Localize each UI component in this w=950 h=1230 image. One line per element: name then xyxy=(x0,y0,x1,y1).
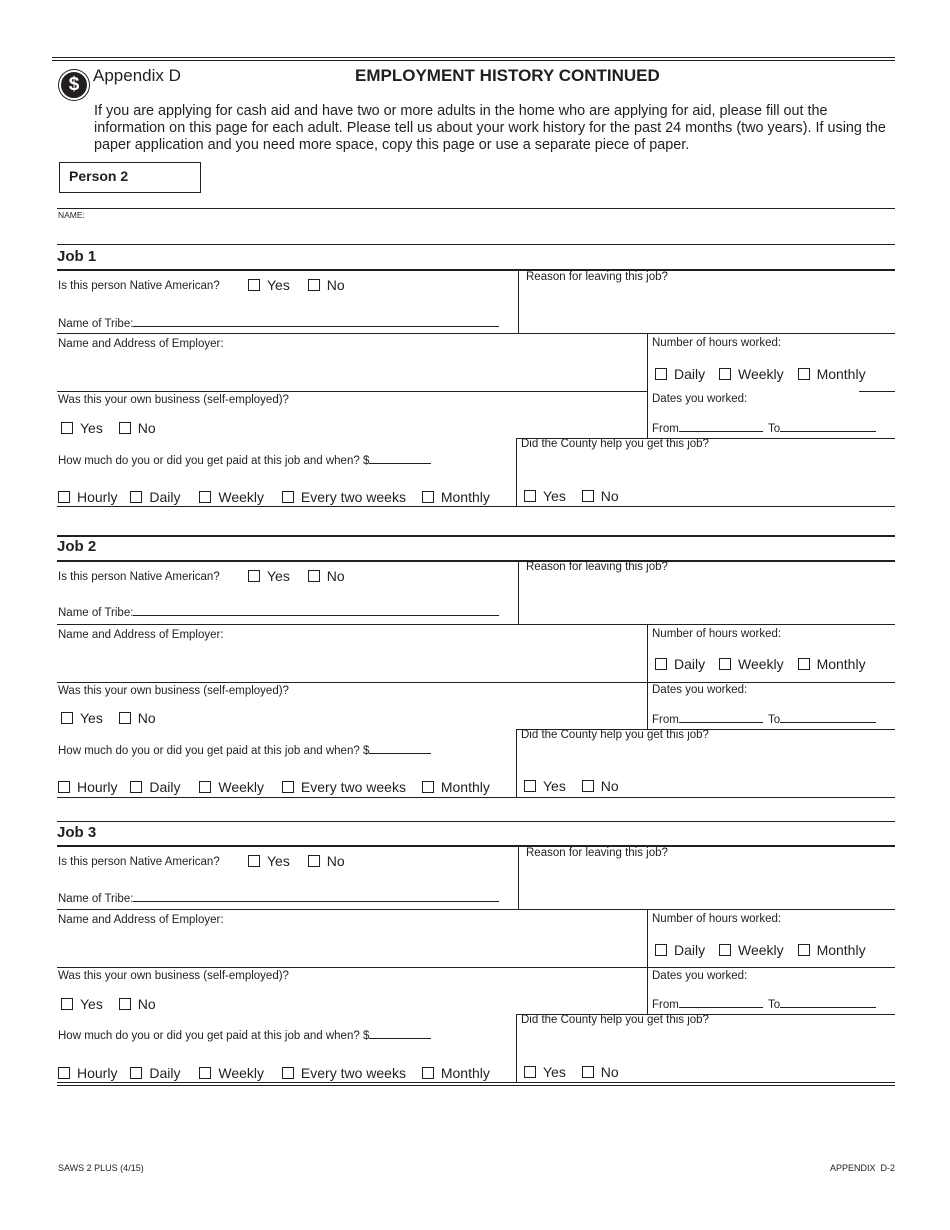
rule xyxy=(57,624,895,625)
option-label: Yes xyxy=(543,778,566,794)
option-label: Daily xyxy=(674,942,706,958)
hours-weekly[interactable] xyxy=(719,366,784,382)
county-no[interactable] xyxy=(582,488,619,504)
option-label: Hourly xyxy=(77,779,118,795)
pay-every-two-weeks[interactable] xyxy=(282,779,406,795)
native-american-options xyxy=(248,853,345,869)
reason-leaving-label[interactable]: Reason for leaving this job? xyxy=(526,847,668,859)
tribe-field[interactable] xyxy=(58,604,499,620)
dates-label: Dates you worked: xyxy=(652,393,748,405)
option-label: Weekly xyxy=(218,779,265,795)
option-label: Yes xyxy=(80,710,103,726)
to-label: To xyxy=(768,423,781,435)
checkbox[interactable] xyxy=(582,1066,594,1078)
tribe-label: Name of Tribe: xyxy=(58,318,134,330)
checkbox[interactable] xyxy=(308,279,320,291)
dollar-symbol: $ xyxy=(68,74,80,95)
rule xyxy=(57,797,895,798)
dates-fields xyxy=(652,420,876,436)
to-line[interactable] xyxy=(780,996,876,1008)
tribe-line xyxy=(133,315,499,327)
option-label: Yes xyxy=(80,420,103,436)
county-yes[interactable] xyxy=(524,1064,566,1080)
intro-text: If you are applying for cash aid and have two or more adults in the home who are applying for aid, please fill out the information on this page for each adult. Please tell us about your work history for the past 24 months (two years). If using the paper application and you need more space, copy this page or use a separate piece of paper. xyxy=(94,103,886,153)
checkbox[interactable] xyxy=(655,658,667,670)
checkbox[interactable] xyxy=(282,491,294,503)
option-label: Monthly xyxy=(440,779,490,795)
divider xyxy=(647,909,648,1014)
option-label: No xyxy=(326,568,345,584)
county-no[interactable] xyxy=(582,778,619,794)
option-label: No xyxy=(137,420,156,436)
job-3-title: Job 3 xyxy=(57,824,97,841)
option-label: No xyxy=(600,488,619,504)
self-employed-yes[interactable] xyxy=(61,420,103,436)
checkbox[interactable] xyxy=(719,658,731,670)
person-box xyxy=(59,162,201,193)
dates-fields xyxy=(652,711,876,727)
option-label: No xyxy=(600,1064,619,1080)
self-employed-no[interactable] xyxy=(119,710,156,726)
county-yes[interactable] xyxy=(524,778,566,794)
option-label: Monthly xyxy=(816,656,866,672)
pay-line xyxy=(369,1027,431,1039)
tribe-line xyxy=(133,604,499,616)
job-1-title: Job 1 xyxy=(57,248,97,265)
option-label: No xyxy=(600,778,619,794)
option-label: Yes xyxy=(267,853,290,869)
checkbox[interactable] xyxy=(655,944,667,956)
tribe-label: Name of Tribe: xyxy=(58,893,134,905)
option-label: Daily xyxy=(149,779,181,795)
pay-hourly[interactable] xyxy=(58,489,117,505)
rule xyxy=(57,506,895,507)
hours-monthly[interactable] xyxy=(798,366,866,382)
checkbox[interactable] xyxy=(582,780,594,792)
pay-weekly[interactable] xyxy=(199,489,264,505)
divider xyxy=(516,1014,517,1082)
option-label: Daily xyxy=(149,1065,181,1081)
option-label: Monthly xyxy=(816,366,866,382)
divider xyxy=(516,438,517,506)
job-2-title: Job 2 xyxy=(57,538,97,555)
native-american-question: Is this person Native American? xyxy=(58,856,220,868)
rule xyxy=(859,391,895,392)
hours-label: Number of hours worked: xyxy=(652,337,782,349)
pay-frequency-options xyxy=(58,489,490,505)
reason-leaving-label[interactable]: Reason for leaving this job? xyxy=(526,271,668,283)
checkbox[interactable] xyxy=(130,491,142,503)
pay-frequency-options xyxy=(58,779,490,795)
self-employed-question: Was this your own business (self-employed)? xyxy=(58,685,289,697)
hours-daily[interactable] xyxy=(655,656,705,672)
county-help-question: Did the County help you get this job? xyxy=(521,438,709,450)
self-employed-no[interactable] xyxy=(119,420,156,436)
rule xyxy=(57,967,895,968)
native-american-options xyxy=(248,277,345,293)
employer-label[interactable]: Name and Address of Employer: xyxy=(58,914,224,926)
checkbox[interactable] xyxy=(422,491,434,503)
page-title: EMPLOYMENT HISTORY CONTINUED xyxy=(355,66,660,85)
form-id: SAWS 2 PLUS (4/15) xyxy=(58,1163,144,1173)
pay-field[interactable] xyxy=(58,1027,431,1043)
hours-weekly[interactable] xyxy=(719,656,784,672)
checkbox[interactable] xyxy=(199,781,211,793)
native-yes-option[interactable] xyxy=(248,568,290,584)
self-employed-yes[interactable] xyxy=(61,710,103,726)
to-label: To xyxy=(768,714,781,726)
option-label: Every two weeks xyxy=(300,489,406,505)
hours-options xyxy=(655,942,866,958)
employer-label[interactable]: Name and Address of Employer: xyxy=(58,629,224,641)
checkbox[interactable] xyxy=(119,998,131,1010)
checkbox[interactable] xyxy=(61,998,73,1010)
pay-daily[interactable] xyxy=(130,779,180,795)
option-label: Yes xyxy=(543,1064,566,1080)
self-employed-question: Was this your own business (self-employed)? xyxy=(58,394,289,406)
pay-line xyxy=(369,452,431,464)
dates-label: Dates you worked: xyxy=(652,970,748,982)
pay-monthly[interactable] xyxy=(422,779,490,795)
pay-daily[interactable] xyxy=(130,1065,180,1081)
option-label: Daily xyxy=(674,366,706,382)
job-2-title-rule xyxy=(57,560,895,562)
option-label: Daily xyxy=(149,489,181,505)
top-rule-2 xyxy=(52,60,895,61)
from-label: From xyxy=(652,423,679,435)
option-label: Monthly xyxy=(440,1065,490,1081)
hours-label: Number of hours worked: xyxy=(652,913,782,925)
hours-monthly[interactable] xyxy=(798,656,866,672)
pay-hourly[interactable] xyxy=(58,1065,117,1081)
option-label: Hourly xyxy=(77,1065,118,1081)
checkbox[interactable] xyxy=(61,712,73,724)
hours-weekly[interactable] xyxy=(719,942,784,958)
divider xyxy=(516,729,517,797)
option-label: No xyxy=(326,853,345,869)
option-label: No xyxy=(137,996,156,1012)
hours-options xyxy=(655,366,866,382)
option-label: Weekly xyxy=(738,942,784,958)
checkbox[interactable] xyxy=(308,570,320,582)
checkbox[interactable] xyxy=(719,368,731,380)
reason-leaving-label[interactable]: Reason for leaving this job? xyxy=(526,561,668,573)
option-label: Weekly xyxy=(738,656,784,672)
hours-label: Number of hours worked: xyxy=(652,628,782,640)
native-yes-option[interactable] xyxy=(248,277,290,293)
native-american-options xyxy=(248,568,345,584)
pay-weekly[interactable] xyxy=(199,1065,264,1081)
county-yes[interactable] xyxy=(524,488,566,504)
checkbox[interactable] xyxy=(199,491,211,503)
checkbox[interactable] xyxy=(524,490,536,502)
page-id: APPENDIX D-2 xyxy=(829,1163,895,1173)
self-employed-options xyxy=(61,420,156,436)
top-rule xyxy=(52,57,895,58)
self-employed-yes[interactable] xyxy=(61,996,103,1012)
checkbox[interactable] xyxy=(58,1067,70,1079)
hours-monthly[interactable] xyxy=(798,942,866,958)
option-label: Hourly xyxy=(77,489,118,505)
job-1-title-rule xyxy=(57,269,895,271)
from-line[interactable] xyxy=(679,996,763,1008)
divider xyxy=(518,561,519,624)
self-employed-no[interactable] xyxy=(119,996,156,1012)
option-label: Every two weeks xyxy=(300,779,406,795)
pay-every-two-weeks[interactable] xyxy=(282,1065,406,1081)
job-1-rule xyxy=(57,244,895,245)
tribe-label: Name of Tribe: xyxy=(58,607,134,619)
checkbox[interactable] xyxy=(282,1067,294,1079)
tribe-field[interactable] xyxy=(58,890,499,906)
checkbox[interactable] xyxy=(130,1067,142,1079)
county-help-options xyxy=(524,1064,619,1080)
pay-field[interactable] xyxy=(58,742,431,758)
appendix-label: Appendix D xyxy=(93,66,181,85)
self-employed-options xyxy=(61,996,156,1012)
hours-daily[interactable] xyxy=(655,942,705,958)
self-employed-question: Was this your own business (self-employed)? xyxy=(58,970,289,982)
job-3-title-rule xyxy=(57,845,895,847)
pay-label: How much do you or did you get paid at this job and when? $ xyxy=(58,455,370,467)
from-line[interactable] xyxy=(679,711,763,723)
pay-monthly[interactable] xyxy=(422,1065,490,1081)
checkbox[interactable] xyxy=(61,422,73,434)
option-label: Yes xyxy=(543,488,566,504)
native-no-option[interactable] xyxy=(308,277,345,293)
rule xyxy=(57,909,895,910)
native-no-option[interactable] xyxy=(308,853,345,869)
pay-every-two-weeks[interactable] xyxy=(282,489,406,505)
pay-label: How much do you or did you get paid at this job and when? $ xyxy=(58,745,370,757)
pay-weekly[interactable] xyxy=(199,779,264,795)
checkbox[interactable] xyxy=(248,570,260,582)
checkbox[interactable] xyxy=(248,855,260,867)
hours-daily[interactable] xyxy=(655,366,705,382)
option-label: Yes xyxy=(80,996,103,1012)
county-help-options xyxy=(524,488,619,504)
county-help-question: Did the County help you get this job? xyxy=(521,729,709,741)
checkbox[interactable] xyxy=(130,781,142,793)
to-label: To xyxy=(768,999,781,1011)
rule xyxy=(57,333,895,334)
checkbox[interactable] xyxy=(798,368,810,380)
checkbox[interactable] xyxy=(798,944,810,956)
option-label: Weekly xyxy=(738,366,784,382)
pay-frequency-options xyxy=(58,1065,490,1081)
option-label: No xyxy=(137,710,156,726)
option-label: Yes xyxy=(267,568,290,584)
checkbox[interactable] xyxy=(58,781,70,793)
checkbox[interactable] xyxy=(524,780,536,792)
option-label: Weekly xyxy=(218,1065,265,1081)
rule xyxy=(57,682,895,683)
checkbox[interactable] xyxy=(308,855,320,867)
self-employed-options xyxy=(61,710,156,726)
county-help-question: Did the County help you get this job? xyxy=(521,1014,709,1026)
checkbox[interactable] xyxy=(119,712,131,724)
option-label: Daily xyxy=(674,656,706,672)
job-3-rule xyxy=(57,821,895,822)
name-label: NAME: xyxy=(58,210,85,220)
checkbox[interactable] xyxy=(58,491,70,503)
county-no[interactable] xyxy=(582,1064,619,1080)
native-american-question: Is this person Native American? xyxy=(58,280,220,292)
pay-field[interactable] xyxy=(58,452,431,468)
rule xyxy=(57,391,647,392)
tribe-line xyxy=(133,890,499,902)
pay-line xyxy=(369,742,431,754)
option-label: Monthly xyxy=(440,489,490,505)
checkbox[interactable] xyxy=(119,422,131,434)
checkbox[interactable] xyxy=(422,1067,434,1079)
native-american-question: Is this person Native American? xyxy=(58,571,220,583)
pay-monthly[interactable] xyxy=(422,489,490,505)
checkbox[interactable] xyxy=(422,781,434,793)
native-yes-option[interactable] xyxy=(248,853,290,869)
checkbox[interactable] xyxy=(719,944,731,956)
checkbox[interactable] xyxy=(655,368,667,380)
option-label: No xyxy=(326,277,345,293)
person-label: Person 2 xyxy=(69,168,129,184)
pay-daily[interactable] xyxy=(130,489,180,505)
checkbox[interactable] xyxy=(798,658,810,670)
option-label: Monthly xyxy=(816,942,866,958)
rule xyxy=(57,1085,895,1086)
native-no-option[interactable] xyxy=(308,568,345,584)
to-line[interactable] xyxy=(780,420,876,432)
divider xyxy=(518,270,519,333)
employer-label[interactable]: Name and Address of Employer: xyxy=(58,338,224,350)
pay-label: How much do you or did you get paid at this job and when? $ xyxy=(58,1030,370,1042)
divider xyxy=(647,333,648,438)
divider xyxy=(518,846,519,909)
from-label: From xyxy=(652,714,679,726)
job-2-rule xyxy=(57,535,895,537)
option-label: Every two weeks xyxy=(300,1065,406,1081)
hours-options xyxy=(655,656,866,672)
divider xyxy=(647,624,648,729)
from-label: From xyxy=(652,999,679,1011)
checkbox[interactable] xyxy=(582,490,594,502)
from-line[interactable] xyxy=(679,420,763,432)
checkbox[interactable] xyxy=(524,1066,536,1078)
checkbox[interactable] xyxy=(248,279,260,291)
checkbox[interactable] xyxy=(199,1067,211,1079)
rule xyxy=(57,1082,895,1083)
dollar-icon xyxy=(59,70,89,100)
dates-fields xyxy=(652,996,876,1012)
pay-hourly[interactable] xyxy=(58,779,117,795)
option-label: Weekly xyxy=(218,489,265,505)
county-help-options xyxy=(524,778,619,794)
dates-label: Dates you worked: xyxy=(652,684,748,696)
name-field[interactable] xyxy=(57,209,895,229)
checkbox[interactable] xyxy=(282,781,294,793)
option-label: Yes xyxy=(267,277,290,293)
tribe-field[interactable] xyxy=(58,315,499,331)
to-line[interactable] xyxy=(780,711,876,723)
